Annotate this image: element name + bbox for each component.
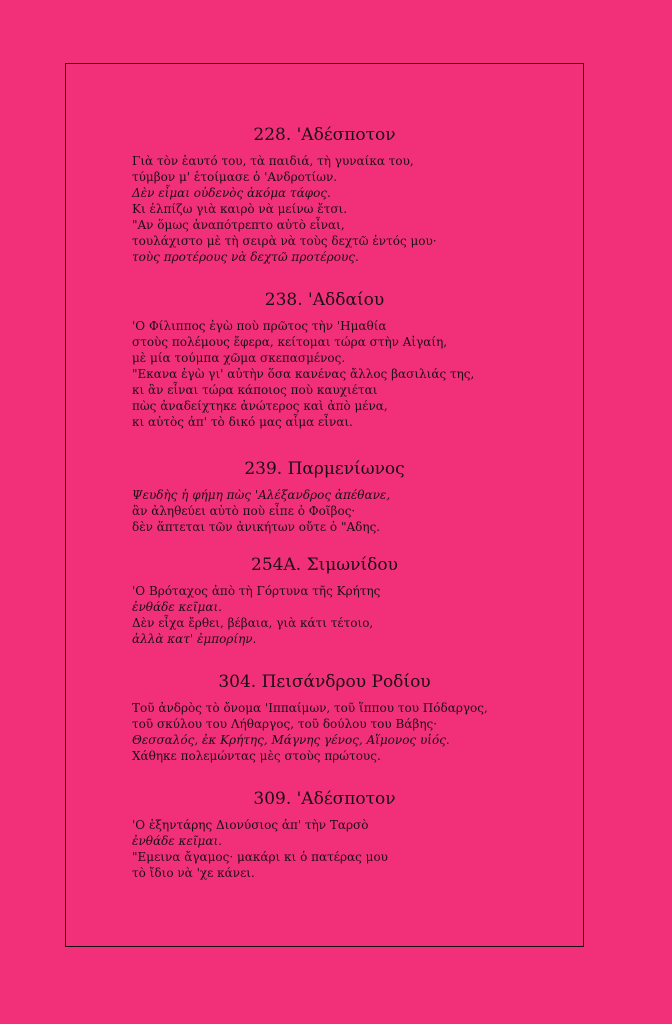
poem-line: πὼς ἀναδείχτηκε ἀνώτερος καὶ ἀπὸ μένα, [132,399,388,413]
poem-239 [66,459,583,535]
poem-line: Ψευδὴς ἡ φήμη πὼς 'Αλέξανδρος ἀπέθανε, [132,488,391,502]
poem-title: 239. Παρμενίωνος [244,459,405,479]
poem-228 [66,125,583,265]
poem-line: κι αὐτὸς ἀπ' τὸ δικό μας αἷμα εἶναι. [132,415,353,429]
poem-304 [66,672,583,764]
poem-line: Δὲν εἶχα ἔρθει, βέβαια, γιὰ κάτι τέτοιο, [132,616,374,630]
poem-title: 254Α. Σιμωνίδου [251,555,398,575]
poem-line: μὲ μία τούμπα χῶμα σκεπασμένος. [132,351,346,365]
poem-line: 'Ο ἑξηντάρης Διονύσιος ἀπ' τὴν Ταρσὸ [132,818,369,832]
poem-254a [66,555,583,647]
poem-line: στοὺς πολέμους ἔφερα, κείτομαι τώρα στὴν Αἰγαίη, [132,335,448,349]
poem-line: 'Ο Βρόταχος ἀπὸ τὴ Γόρτυνα τῆς Κρήτης [132,584,381,598]
poem-line: Δὲν εἶμαι οὐδενὸς ἀκόμα τάφος. [132,186,331,200]
poem-238 [66,290,583,430]
page-frame [65,63,584,947]
poem-line: ἂν ἀληθεύει αὐτὸ ποὺ εἶπε ὁ Φοῖβος· [132,504,356,518]
poem-line: ἀλλὰ κατ' ἐμπορίην. [132,632,257,646]
poem-309 [66,789,583,881]
poem-title: 309. 'Αδέσποτον [253,789,396,809]
poem-title: 304. Πεισάνδρου Ροδίου [218,672,431,692]
poem-line: ἐνθάδε κεῖμαι. [132,834,222,848]
poem-line: 'Ο Φίλιππος ἐγὼ ποὺ πρῶτος τὴν 'Ημαθία [132,319,387,333]
poem-title: 238. 'Αδδαίου [264,290,385,310]
poem-line: Κι ἐλπίζω γιὰ καιρὸ νὰ μείνω ἔτσι. [132,202,348,216]
poem-line: ἐνθάδε κεῖμαι. [132,600,222,614]
poem-line: τοὺς προτέρους νὰ δεχτῶ προτέρους. [132,250,359,264]
poem-line: δὲν ἅπτεται τῶν ἀνικήτων οὔτε ὁ "Αδης. [132,520,381,534]
poem-line: "Εκανα ἐγὼ γι' αὐτὴν ὅσα κανένας ἄλλος βασιλιάς της, [132,367,475,381]
poem-line: κι ἂν εἶναι τώρα κάποιος ποὺ καυχιέται [132,383,378,397]
poem-line: Τοῦ ἀνδρὸς τὸ ὄνομα 'Ιππαίμων, τοῦ ἵππου του Πόδαργος, [132,701,488,715]
poem-line: "Εμεινα ἄγαμος· μακάρι κι ὁ πατέρας μου [132,850,388,864]
poem-line: τὸ ἴδιο νὰ 'χε κάνει. [132,866,255,880]
poem-title: 228. 'Αδέσποτον [253,125,396,145]
poem-line: Χάθηκε πολεμώντας μὲς στοὺς πρώτους. [132,749,381,763]
poem-line: τύμβον μ' ἑτοίμασε ὁ 'Ανδροτίων. [132,170,338,184]
poem-line: Θεσσαλός, ἐκ Κρήτης, Μάγνης γένος, Αἵμονος υἱός. [132,733,450,747]
poem-line: τουλάχιστο μὲ τὴ σειρὰ νὰ τοὺς δεχτῶ ἐντός μου· [132,234,437,248]
poem-line: Γιὰ τὸν ἑαυτό του, τὰ παιδιά, τὴ γυναίκα του, [132,154,414,168]
poem-line: "Αν ὅμως ἀναπότρεπτο αὐτὸ εἶναι, [132,218,345,232]
poem-line: τοῦ σκύλου του Λήθαργος, τοῦ δούλου του Βάβης· [132,717,438,731]
